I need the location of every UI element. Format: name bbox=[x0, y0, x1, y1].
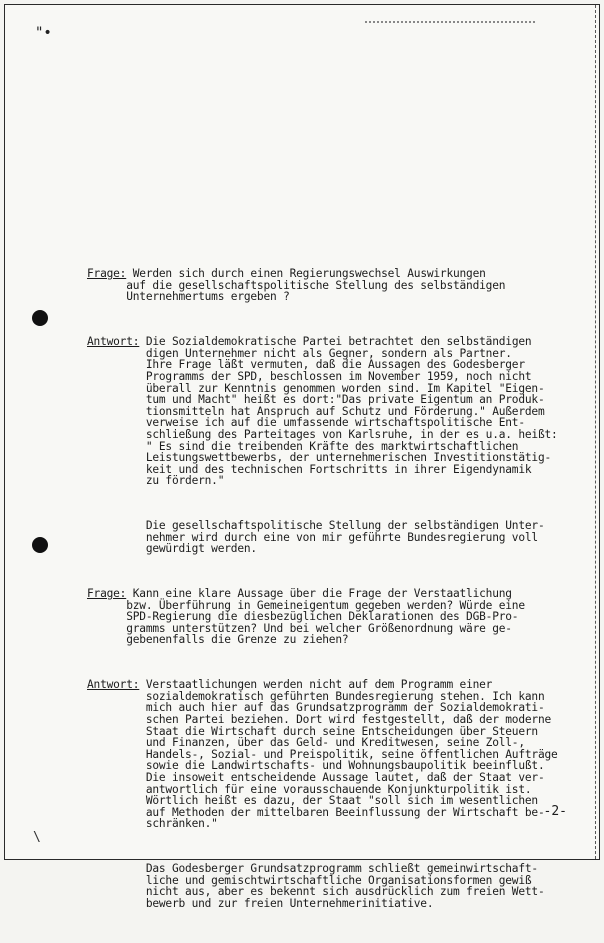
scan-edge bbox=[595, 5, 599, 859]
answer-2-line: Wörtlich heißt es dazu, der Staat "soll sich im wesentlichen bbox=[87, 794, 538, 808]
answer-2-line: liche und gemischtwirtschaftliche Organisationsformen gewiß bbox=[87, 873, 532, 887]
bottom-mark: \ bbox=[33, 830, 41, 845]
answer-1-line: " Es sind die treibenden Kräfte des marktwirtschaftlichen bbox=[87, 439, 519, 453]
scanned-document-page bbox=[4, 4, 600, 910]
answer-2-paragraph-2 bbox=[87, 863, 587, 909]
answer-1-line: verweise ich auf die umfassende wirtschaftspolitische Ent- bbox=[87, 416, 525, 430]
answer-1-paragraph-2 bbox=[87, 520, 587, 555]
answer-2-line: schränken." bbox=[87, 817, 218, 831]
question-1 bbox=[87, 268, 587, 303]
punch-hole-bottom bbox=[32, 537, 48, 553]
answer-1-line: nehmer wird durch eine von mir geführte Bundesregierung voll bbox=[87, 530, 538, 544]
answer-1-line: Ihre Frage läßt vermuten, daß die Aussagen des Godesberger bbox=[87, 358, 525, 372]
answer-2-line: mich auch hier auf das Grundsatzprogramm der Sozialdemokrati- bbox=[87, 701, 545, 715]
answer-1-line: digen Unternehmer nicht als Gegner, sondern als Partner. bbox=[87, 346, 512, 360]
answer-2-line: bewerb und zur freien Unternehmerinitiative. bbox=[87, 896, 434, 910]
answer-2-line: und Finanzen, über das Geld- und Kreditwesen, seine Zoll-, bbox=[87, 736, 525, 750]
question-label: Frage: bbox=[87, 267, 127, 281]
answer-label: Antwort: bbox=[87, 678, 140, 692]
answer-2-line: Handels-, Sozial- und Preispolitik, seine öffentlichen Aufträge bbox=[87, 747, 558, 761]
answer-1-line: gewürdigt werden. bbox=[87, 542, 257, 556]
answer-2-line: Staat die Wirtschaft durch seine Entscheidungen über Steuern bbox=[87, 724, 538, 738]
top-mark: "• bbox=[35, 25, 52, 41]
document-body bbox=[87, 245, 587, 943]
answer-1-line: tionsmitteln hat Anspruch auf Schutz und Förderung." Außerdem bbox=[87, 404, 545, 418]
scan-artifact bbox=[365, 21, 535, 29]
question-1-line-2: Unternehmertums ergeben ? bbox=[87, 290, 290, 304]
answer-2-line: auf Methoden der mittelbaren Beeinflussung der Wirtschaft be- bbox=[87, 805, 545, 819]
question-label: Frage: bbox=[87, 587, 127, 601]
answer-1-line: schließung des Parteitages von Karlsruhe, in der es u.a. heißt: bbox=[87, 427, 558, 441]
answer-2-line: schen Partei beziehen. Dort wird festgestellt, daß der moderne bbox=[87, 712, 552, 726]
question-2-line: Kann eine klare Aussage über die Frage der Verstaatlichung bbox=[126, 587, 512, 601]
question-2-line: gebenenfalls die Grenze zu ziehen? bbox=[87, 633, 349, 647]
answer-2 bbox=[87, 679, 587, 830]
answer-2-line: sowie die Landwirtschafts- und Wohnungsbaupolitik beeinflußt. bbox=[87, 759, 545, 773]
answer-1-line: Die Sozialdemokratische Partei betrachtet den selbständigen bbox=[139, 335, 532, 349]
answer-2-line: Verstaatlichungen werden nicht auf dem Programm einer bbox=[139, 678, 493, 692]
answer-2-line: Die insoweit entscheidende Aussage lautet, daß der Staat ver- bbox=[87, 770, 545, 784]
answer-1-line: Programms der SPD, beschlossen im November 1959, noch nicht bbox=[87, 369, 532, 383]
answer-1-line: tum und Macht" heißt es dort:"Das private Eigentum an Produk- bbox=[87, 393, 545, 407]
answer-1-line: Leistungswettbewerbs, der unternehmerischen Investitionstätig- bbox=[87, 451, 552, 465]
answer-2-line: Das Godesberger Grundsatzprogramm schließt gemeinwirtschaft- bbox=[87, 862, 538, 876]
answer-2-line: nicht aus, aber es bekennt sich ausdrücklich zum freien Wett- bbox=[87, 885, 545, 899]
answer-1-line: überall zur Kenntnis genommen worden sind. Im Kapitel "Eigen- bbox=[87, 381, 545, 395]
answer-1-line: Die gesellschaftspolitische Stellung der selbständigen Unter- bbox=[87, 519, 545, 533]
question-1-line-0: Werden sich durch einen Regierungswechsel Auswirkungen bbox=[126, 267, 486, 281]
question-1-line-1: auf die gesellschaftspolitische Stellung des selbständigen bbox=[87, 278, 506, 292]
answer-1 bbox=[87, 336, 587, 487]
question-2-line: SPD-Regierung die diesbezüglichen Deklarationen des DGB-Pro- bbox=[87, 610, 519, 624]
answer-1-line: zu fördern." bbox=[87, 474, 225, 488]
answer-label: Antwort: bbox=[87, 335, 140, 349]
question-2-line: gramms unterstützen? Und bei welcher Größenordnung wäre ge- bbox=[87, 621, 512, 635]
question-2 bbox=[87, 588, 587, 646]
answer-2-line: antwortlich für eine vorausschauende Konjunkturpolitik ist. bbox=[87, 782, 532, 796]
page-number: -2- bbox=[543, 804, 567, 819]
answer-1-line: keit und des technischen Fortschritts in ihrer Eigendynamik bbox=[87, 462, 532, 476]
punch-hole-top bbox=[32, 310, 48, 326]
question-2-line: bzw. Überführung in Gemeineigentum gegeben werden? Würde eine bbox=[87, 598, 525, 612]
answer-2-line: sozialdemokratisch geführten Bundesregierung stehen. Ich kann bbox=[87, 689, 545, 703]
